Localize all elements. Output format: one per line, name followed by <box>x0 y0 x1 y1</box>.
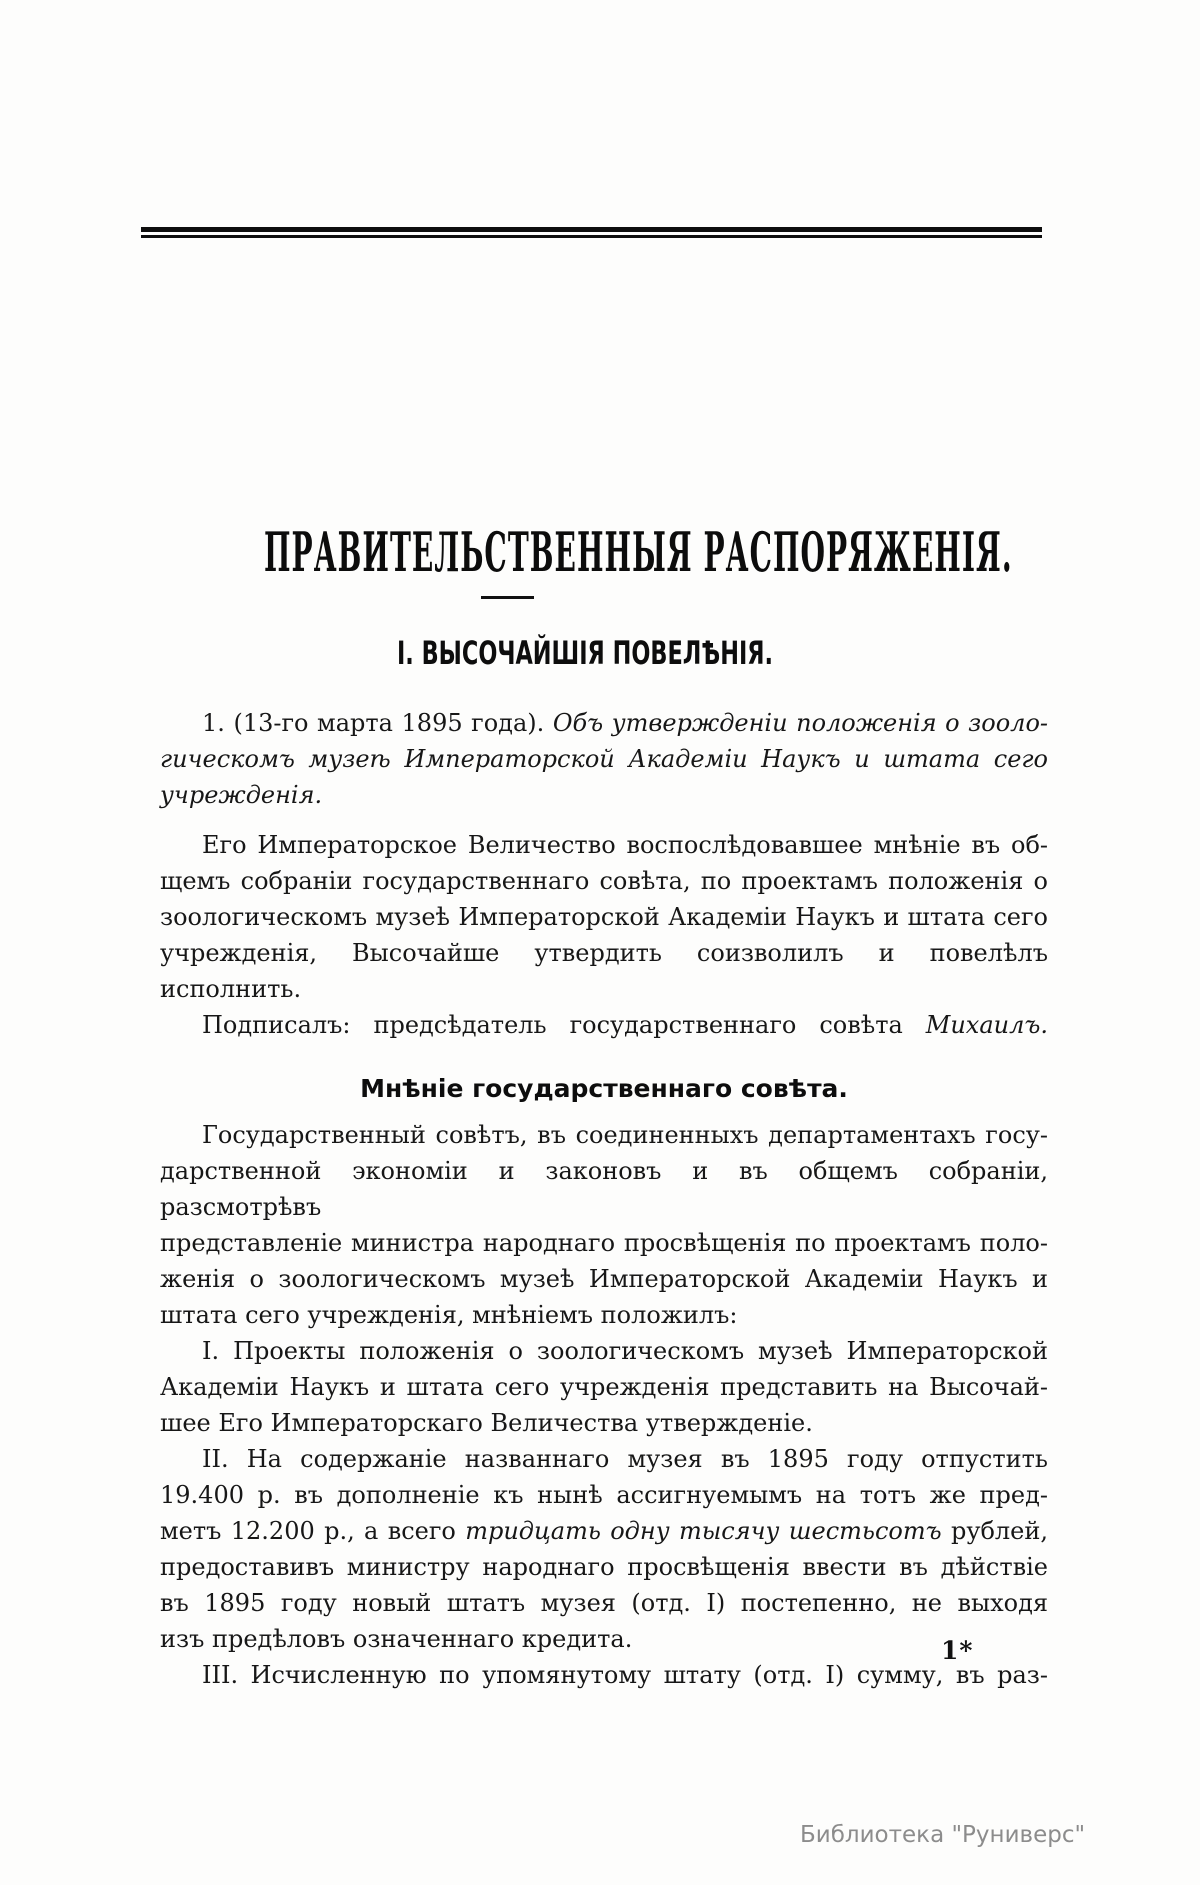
italic-text-segment: Объ утвержденіи положенія о зооло- <box>552 709 1048 737</box>
paragraph <box>160 827 1048 1007</box>
text-segment: дарственной экономіи и законовъ и въ общемъ собраніи, разсмотрѣвъ <box>160 1157 1048 1221</box>
text-segment: метъ 12.200 р., а всего <box>160 1517 466 1545</box>
paragraph <box>160 1007 1048 1043</box>
italic-text-segment: тридцать одну тысячу шестьсотъ <box>465 1517 942 1545</box>
text-line <box>160 1657 1048 1693</box>
text-segment: женія о зоологическомъ музеѣ Императорской Академіи Наукъ и <box>160 1265 1048 1293</box>
text-line <box>160 1549 1048 1585</box>
text-segment: изъ предѣловъ означеннаго кредита. <box>160 1625 633 1653</box>
text-line <box>160 1513 1048 1549</box>
text-line <box>160 777 1048 813</box>
top-double-rule <box>141 227 1042 238</box>
text-segment: 19.400 р. въ дополненіе къ нынѣ ассигнуемымъ на тотъ же пред- <box>160 1481 1048 1509</box>
text-segment: предоставивъ министру народнаго просвѣщенія ввести въ дѣйствіе <box>160 1553 1048 1581</box>
paragraph <box>160 1333 1048 1441</box>
text-line <box>160 1585 1048 1621</box>
page-signature: 1* <box>941 1636 974 1665</box>
top-rule-thick <box>141 227 1042 232</box>
text-segment: 1. (13-го марта 1895 года). <box>202 709 553 737</box>
text-line <box>160 1225 1048 1261</box>
text-line <box>160 1117 1048 1153</box>
top-rule-thin <box>141 235 1042 238</box>
text-segment: учрежденія, Высочайше утвердить соизволилъ и повелѣлъ исполнить. <box>160 939 1048 1003</box>
text-segment: Его Императорское Величество воспослѣдовавшее мнѣніе въ об- <box>202 831 1048 859</box>
text-segment: III. Исчисленную по упомянутому штату (отд. I) сумму, въ раз- <box>202 1661 1048 1689</box>
text-segment: зоологическомъ музеѣ Императорской Академіи Наукъ и штата сего <box>160 903 1048 931</box>
text-segment: Государственный совѣтъ, въ соединенныхъ департаментахъ госу- <box>202 1121 1048 1149</box>
text-line <box>160 1405 1048 1441</box>
watermark-text: Библиотека "Руниверс" <box>800 1822 1086 1848</box>
text-line <box>160 1333 1048 1369</box>
document-body <box>160 705 1048 1693</box>
text-line <box>160 1007 1048 1043</box>
text-segment: щемъ собраніи государственнаго совѣта, по проектамъ положенія о <box>160 867 1048 895</box>
paragraph <box>160 705 1048 813</box>
text-segment: шее Его Императорскаго Величества утвержденіе. <box>160 1409 813 1437</box>
text-line <box>160 1369 1048 1405</box>
text-line <box>160 1297 1048 1333</box>
text-line <box>160 1153 1048 1225</box>
text-segment: I. Проекты положенія о зоологическомъ музеѣ Императорской <box>202 1337 1048 1365</box>
italic-text-segment: учрежденія. <box>160 781 323 809</box>
text-segment: Подписалъ: предсѣдатель государственнаго совѣта <box>202 1011 926 1039</box>
text-line <box>160 1477 1048 1513</box>
text-segment: въ 1895 году новый штатъ музея (отд. I) постепенно, не выходя <box>160 1589 1048 1617</box>
text-line <box>160 935 1048 1007</box>
text-segment: II. На содержаніе названнаго музея въ 1895 году отпустить <box>202 1445 1048 1473</box>
text-line <box>160 863 1048 899</box>
paragraph <box>160 1657 1048 1693</box>
paragraph <box>160 1117 1048 1333</box>
section-heading: І. ВЫСОЧАЙШІЯ ПОВЕЛѢНІЯ. <box>396 634 774 672</box>
text-line <box>160 741 1048 777</box>
paragraph <box>160 1441 1048 1657</box>
italic-text-segment: гическомъ музеѣ Императорской Академіи Наукъ и штата сего <box>160 745 1048 773</box>
text-segment: штата сего учрежденія, мнѣніемъ положилъ: <box>160 1301 738 1329</box>
page-title: ПРАВИТЕЛЬСТВЕННЫЯ РАСПОРЯЖЕНІЯ. <box>264 520 1013 584</box>
text-line <box>160 705 1048 741</box>
title-divider-rule <box>481 596 534 599</box>
subsection-heading: Мнѣніе государственнаго совѣта. <box>360 1074 848 1103</box>
text-segment: Академіи Наукъ и штата сего учрежденія представить на Высочай- <box>160 1373 1048 1401</box>
text-line <box>160 827 1048 863</box>
text-segment: рублей, <box>941 1517 1048 1545</box>
text-line <box>160 899 1048 935</box>
text-line <box>160 1441 1048 1477</box>
text-line <box>160 1621 1048 1657</box>
text-line <box>160 1261 1048 1297</box>
italic-text-segment: Михаилъ. <box>925 1011 1048 1039</box>
text-segment: представленіе министра народнаго просвѣщенія по проектамъ поло- <box>160 1229 1048 1257</box>
